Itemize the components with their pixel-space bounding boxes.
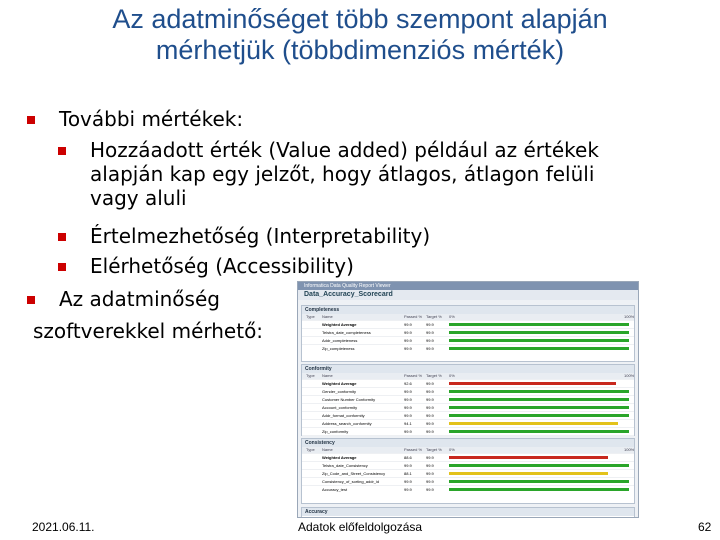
score-bar bbox=[449, 464, 629, 467]
row-passed: 99.9 bbox=[404, 463, 412, 468]
scorecard-section bbox=[301, 305, 635, 362]
table-row bbox=[302, 387, 634, 395]
score-bar bbox=[449, 323, 629, 326]
score-bar bbox=[449, 422, 618, 425]
column-header: Name bbox=[322, 447, 333, 452]
row-name: Zip_completeness bbox=[322, 346, 355, 351]
row-name: Zip_Code_and_Street_Consistency bbox=[322, 471, 386, 476]
row-name: Accuracy_test bbox=[322, 487, 348, 492]
row-passed: 99.9 bbox=[404, 322, 412, 327]
row-target: 99.9 bbox=[426, 421, 434, 426]
bullet-software-cont: szoftverekkel mérhető: bbox=[33, 319, 264, 343]
row-target: 99.9 bbox=[426, 405, 434, 410]
row-name: Consistency_of_sorting_addr_id bbox=[322, 479, 380, 484]
row-name: Addr_format_conformity bbox=[322, 413, 365, 418]
bullet-value-added-cont: vagy aluli bbox=[90, 186, 187, 210]
bullet-marker bbox=[58, 147, 66, 155]
section-title: Accuracy bbox=[302, 508, 634, 516]
row-name: Weighted Average bbox=[322, 381, 357, 386]
row-target: 99.9 bbox=[426, 338, 434, 343]
table-row bbox=[302, 379, 634, 387]
score-bar bbox=[449, 347, 629, 350]
bullet-marker bbox=[27, 116, 35, 124]
row-passed: 94.1 bbox=[404, 421, 412, 426]
footer-subject: Adatok előfeldolgozása bbox=[298, 520, 423, 534]
row-name: Gender_conformity bbox=[322, 389, 357, 394]
row-passed: 99.9 bbox=[404, 389, 412, 394]
score-bar bbox=[449, 390, 629, 393]
row-passed: 99.9 bbox=[404, 330, 412, 335]
row-passed: 99.9 bbox=[404, 413, 412, 418]
row-target: 99.9 bbox=[426, 455, 434, 460]
table-row bbox=[302, 485, 634, 493]
bullet-marker bbox=[58, 263, 66, 271]
row-passed: 99.9 bbox=[404, 405, 412, 410]
score-bar bbox=[449, 331, 629, 334]
column-header: Target % bbox=[426, 314, 442, 319]
row-name: Account_conformity bbox=[322, 405, 358, 410]
column-header: 0% bbox=[449, 373, 455, 378]
column-header: Type bbox=[306, 447, 315, 452]
row-target: 99.9 bbox=[426, 381, 434, 386]
table-row bbox=[302, 469, 634, 477]
column-header: Type bbox=[306, 314, 315, 319]
row-passed: 88.1 bbox=[404, 471, 412, 476]
column-header: 0% bbox=[449, 314, 455, 319]
score-bar bbox=[449, 398, 629, 401]
row-target: 99.9 bbox=[426, 471, 434, 476]
table-row bbox=[302, 461, 634, 469]
row-passed: 99.9 bbox=[404, 429, 412, 434]
slide-title bbox=[20, 4, 700, 66]
section-title: Consistency bbox=[302, 439, 634, 447]
score-bar bbox=[449, 382, 616, 385]
score-bar bbox=[449, 480, 629, 483]
table-row bbox=[302, 477, 634, 485]
section-title: Conformity bbox=[302, 365, 634, 373]
row-name: Telstra_date_Consistency bbox=[322, 463, 368, 468]
row-name: Telstra_date_completeness bbox=[322, 330, 371, 335]
row-target: 99.9 bbox=[426, 397, 434, 402]
row-passed: 99.9 bbox=[404, 346, 412, 351]
footer-date: 2021.06.11. bbox=[32, 520, 95, 534]
scorecard-screenshot bbox=[297, 281, 639, 518]
scorecard-section bbox=[301, 507, 635, 518]
column-header: Target % bbox=[426, 447, 442, 452]
table-row bbox=[302, 427, 634, 435]
table-row bbox=[302, 328, 634, 336]
row-target: 99.9 bbox=[426, 330, 434, 335]
column-header: 100% bbox=[624, 447, 635, 452]
column-header: Passed % bbox=[404, 314, 423, 319]
column-header: Passed % bbox=[404, 447, 423, 452]
bullet-interpretability: Értelmezhetőség (Interpretability) bbox=[90, 224, 431, 248]
column-header: 100% bbox=[624, 373, 635, 378]
column-header: Target % bbox=[426, 373, 442, 378]
bullet-further-measures: További mértékek: bbox=[59, 107, 244, 131]
row-name: Weighted Average bbox=[322, 322, 357, 327]
score-bar bbox=[449, 414, 629, 417]
table-row bbox=[302, 419, 634, 427]
row-passed: 88.6 bbox=[404, 455, 412, 460]
row-target: 99.9 bbox=[426, 429, 434, 434]
column-header: Type bbox=[306, 373, 315, 378]
scorecard-header: Data_Accuracy_Scorecard bbox=[298, 290, 638, 300]
row-passed: 99.9 bbox=[404, 397, 412, 402]
row-target: 99.9 bbox=[426, 463, 434, 468]
column-header: 100% bbox=[624, 314, 635, 319]
score-bar bbox=[449, 406, 629, 409]
table-row bbox=[302, 411, 634, 419]
scorecard-section bbox=[301, 364, 635, 436]
row-target: 99.9 bbox=[426, 389, 434, 394]
bullet-software: Az adatminőség bbox=[59, 287, 220, 311]
score-bar bbox=[449, 339, 629, 342]
table-row bbox=[302, 320, 634, 328]
column-header: 0% bbox=[449, 447, 455, 452]
table-row bbox=[302, 344, 634, 352]
column-header: Passed % bbox=[404, 373, 423, 378]
column-header: Name bbox=[322, 373, 333, 378]
table-row bbox=[302, 336, 634, 344]
row-target: 99.9 bbox=[426, 479, 434, 484]
bullet-value-added-cont: alapján kap egy jelzőt, hogy átlagos, átlagon felüli bbox=[90, 162, 595, 186]
score-bar bbox=[449, 430, 629, 433]
row-name: Zip_conformity bbox=[322, 429, 349, 434]
score-bar bbox=[449, 456, 608, 459]
row-passed: 92.6 bbox=[404, 381, 412, 386]
column-header: Name bbox=[322, 314, 333, 319]
bullet-value-added: Hozzáadott érték (Value added) például az értékek bbox=[90, 138, 599, 162]
row-passed: 99.9 bbox=[404, 338, 412, 343]
bullet-accessibility: Elérhetőség (Accessibility) bbox=[90, 254, 354, 278]
row-name: Addr_completeness bbox=[322, 338, 358, 343]
score-bar bbox=[449, 488, 629, 491]
row-target: 99.9 bbox=[426, 322, 434, 327]
bullet-marker bbox=[27, 296, 35, 304]
table-row bbox=[302, 403, 634, 411]
row-name: Address_search_conformity bbox=[322, 421, 372, 426]
row-target: 99.9 bbox=[426, 346, 434, 351]
section-title: Completeness bbox=[302, 306, 634, 314]
scorecard-section bbox=[301, 438, 635, 504]
scorecard-window-title: Informatica Data Quality Report Viewer bbox=[298, 282, 638, 290]
table-row bbox=[302, 453, 634, 461]
row-target: 99.9 bbox=[426, 487, 434, 492]
row-passed: 99.9 bbox=[404, 479, 412, 484]
row-name: Weighted Average bbox=[322, 455, 357, 460]
title-line-1: Az adatminőséget több szempont alapján bbox=[112, 4, 608, 34]
row-name: Customer Number Conformity bbox=[322, 397, 376, 402]
footer-page-number: 62 bbox=[698, 520, 712, 534]
table-row bbox=[302, 395, 634, 403]
score-bar bbox=[449, 472, 608, 475]
row-passed: 99.9 bbox=[404, 487, 412, 492]
bullet-marker bbox=[58, 233, 66, 241]
row-target: 99.9 bbox=[426, 413, 434, 418]
title-line-2: mérhetjük (többdimenziós mérték) bbox=[155, 35, 565, 65]
